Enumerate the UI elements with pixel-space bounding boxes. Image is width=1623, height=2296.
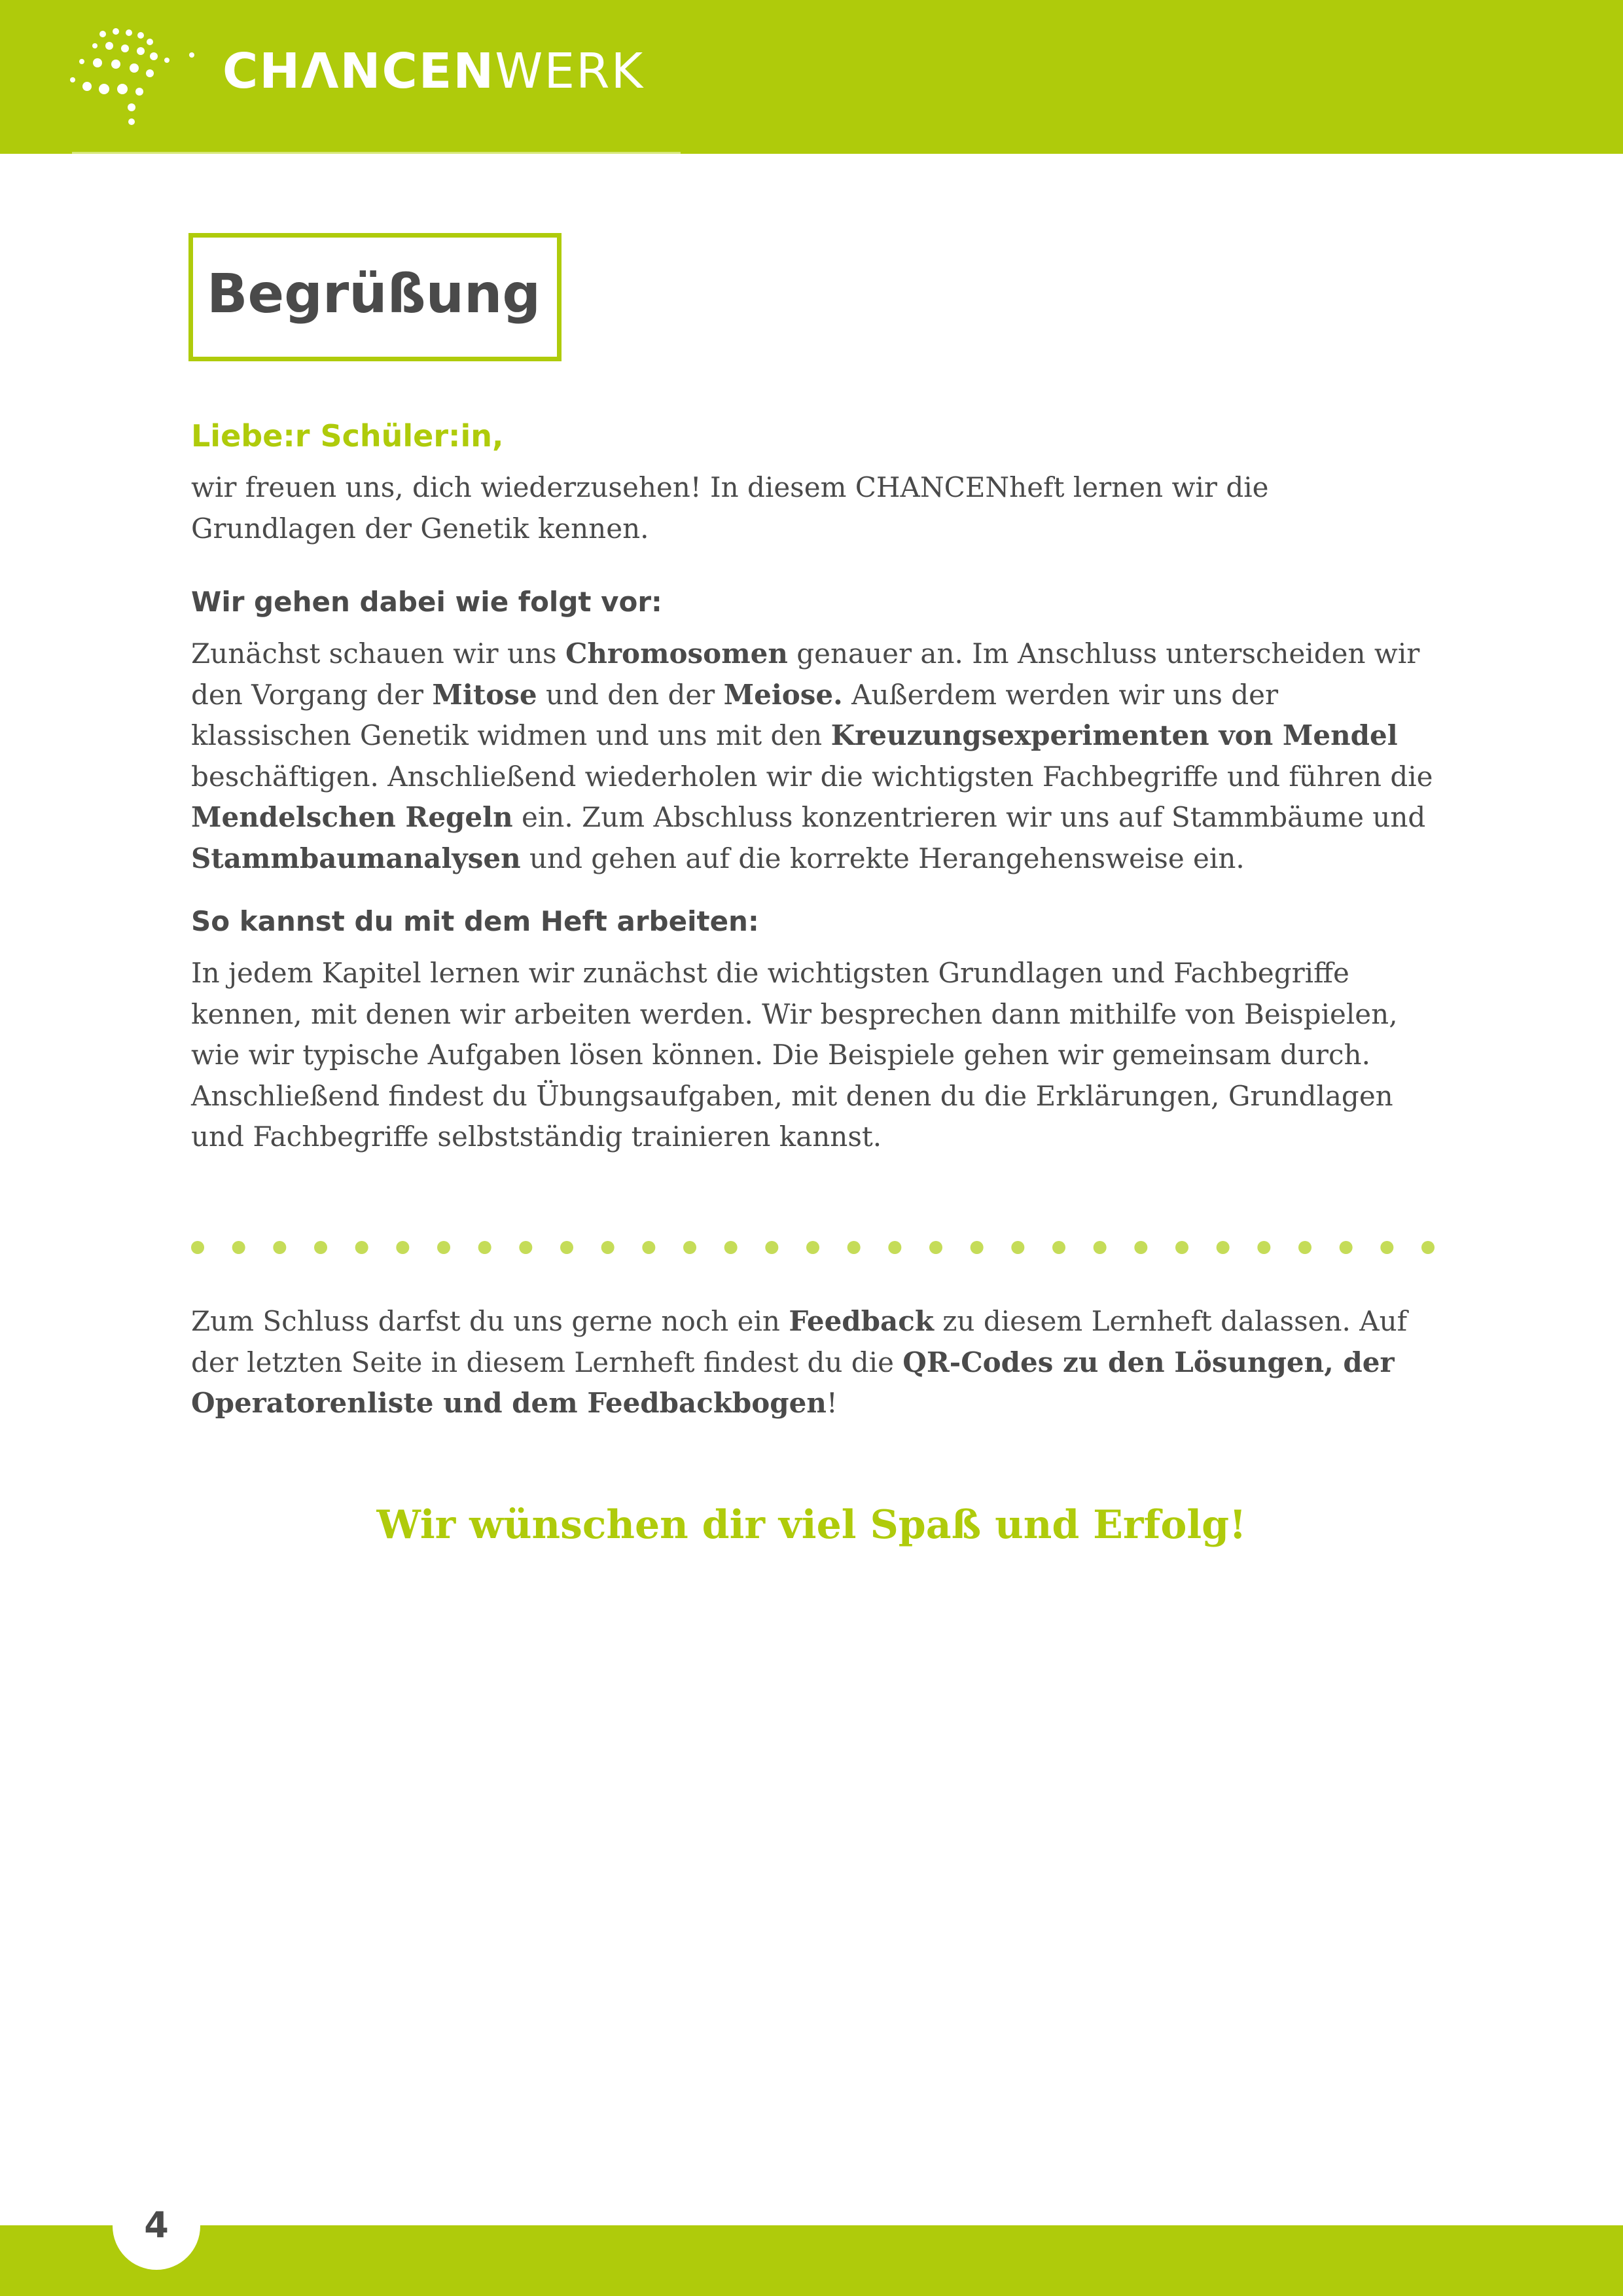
term-mitose: Mitose (432, 678, 537, 711)
text-run: beschäftigen. Anschließend wiederholen wir die wichtigsten Fachbegriffe und führen die (191, 760, 1433, 793)
divider-dot (1257, 1241, 1270, 1254)
divider-dot (683, 1241, 696, 1254)
section1-heading: Wir gehen dabei wie folgt vor: (191, 586, 662, 618)
text-run: Zum Schluss darfst du uns gerne noch ein (191, 1305, 789, 1337)
logo-dots-icon (69, 26, 200, 131)
divider-dot (929, 1241, 942, 1254)
divider-dot (1217, 1241, 1230, 1254)
divider-dot (191, 1241, 204, 1254)
divider-dot (560, 1241, 573, 1254)
greeting: Liebe:r Schüler:in, (191, 418, 504, 454)
text-run: und gehen auf die korrekte Herangehensweise ein. (520, 842, 1245, 874)
divider-dot (847, 1241, 861, 1254)
divider-dot (1340, 1241, 1353, 1254)
brand-name-light: WERK (495, 43, 645, 99)
term-stammbaumanalysen: Stammbaumanalysen (191, 842, 521, 874)
section1-paragraph (191, 634, 1435, 879)
divider-dot (971, 1241, 984, 1254)
header-underline (72, 152, 681, 154)
term-chromosomen: Chromosomen (565, 637, 788, 670)
brand-logo (223, 43, 645, 99)
divider-dot (1380, 1241, 1393, 1254)
closing-wish: Wir wünschen dir viel Spaß und Erfolg! (376, 1502, 1247, 1548)
divider-dot (888, 1241, 901, 1254)
section2-heading: So kannst du mit dem Heft arbeiten: (191, 905, 759, 937)
divider-dot (601, 1241, 615, 1254)
text-run: zu diesem Lernheft dalassen. Auf der letzten Seite in diesem Lernheft findest du die (191, 1305, 1408, 1378)
divider-dot (232, 1241, 245, 1254)
divider-dot (1011, 1241, 1024, 1254)
divider-dot (519, 1241, 532, 1254)
divider-dot (396, 1241, 409, 1254)
divider-dot (478, 1241, 491, 1254)
text-run: ! (826, 1387, 838, 1419)
closing-paragraph (191, 1301, 1435, 1424)
divider-dot (437, 1241, 450, 1254)
divider-dot (273, 1241, 286, 1254)
divider-dot (314, 1241, 327, 1254)
text-run: und den der (537, 678, 724, 711)
term-mendelsche-regeln: Mendelschen Regeln (191, 801, 513, 833)
divider-dot (1134, 1241, 1147, 1254)
term-qr-codes: QR-Codes zu den Lösungen, der Operatorenliste und dem Feedbackbogen (191, 1346, 1395, 1419)
divider-dot (1052, 1241, 1065, 1254)
divider-dot (724, 1241, 738, 1254)
term-meiose: Meiose. (723, 678, 843, 711)
divider-dot (642, 1241, 655, 1254)
divider-dot (1094, 1241, 1107, 1254)
term-kreuzungsexperimente: Kreuzungsexperimenten von Mendel (830, 719, 1398, 751)
text-run: ein. Zum Abschluss konzentrieren wir uns auf Stammbäume und (512, 801, 1426, 833)
divider-dot (1298, 1241, 1311, 1254)
page-title: Begrüßung (207, 263, 541, 325)
divider-dot (355, 1241, 368, 1254)
divider-dot (765, 1241, 778, 1254)
page-number: 4 (144, 2204, 169, 2246)
intro-paragraph: wir freuen uns, dich wiederzusehen! In diesem CHANCENheft lernen wir die Grundlagen der Genetik kennen. (191, 471, 1269, 545)
divider-dot (806, 1241, 819, 1254)
divider-dot (1421, 1241, 1435, 1254)
brand-name-bold: CHΛNCEN (223, 43, 495, 99)
text-run: Zunächst schauen wir uns (191, 637, 565, 670)
section2-paragraph: In jedem Kapitel lernen wir zunächst die wichtigsten Grundlagen und Fachbegriffe kennen, mit denen wir arbeiten werden. Wir besprechen dann mithilfe von Beispielen, wie wir typische Aufgaben lösen können. Die Beispiele gehen wir gemeinsam durch. Anschließend findest du Übungsaufgaben, mit denen du die Erklärungen, Grundlagen und Fachbegriffe selbstständig trainieren kannst. (191, 957, 1398, 1153)
footer-bar (0, 2225, 1623, 2296)
divider-dot (1175, 1241, 1188, 1254)
dotted-divider (191, 1240, 1435, 1255)
text-run: genauer an. Im Anschluss unterscheiden wir den Vorgang der (191, 637, 1420, 711)
term-feedback: Feedback (789, 1305, 934, 1337)
text-run: Außerdem werden wir uns der klassischen Genetik widmen und uns mit den (191, 678, 1279, 751)
